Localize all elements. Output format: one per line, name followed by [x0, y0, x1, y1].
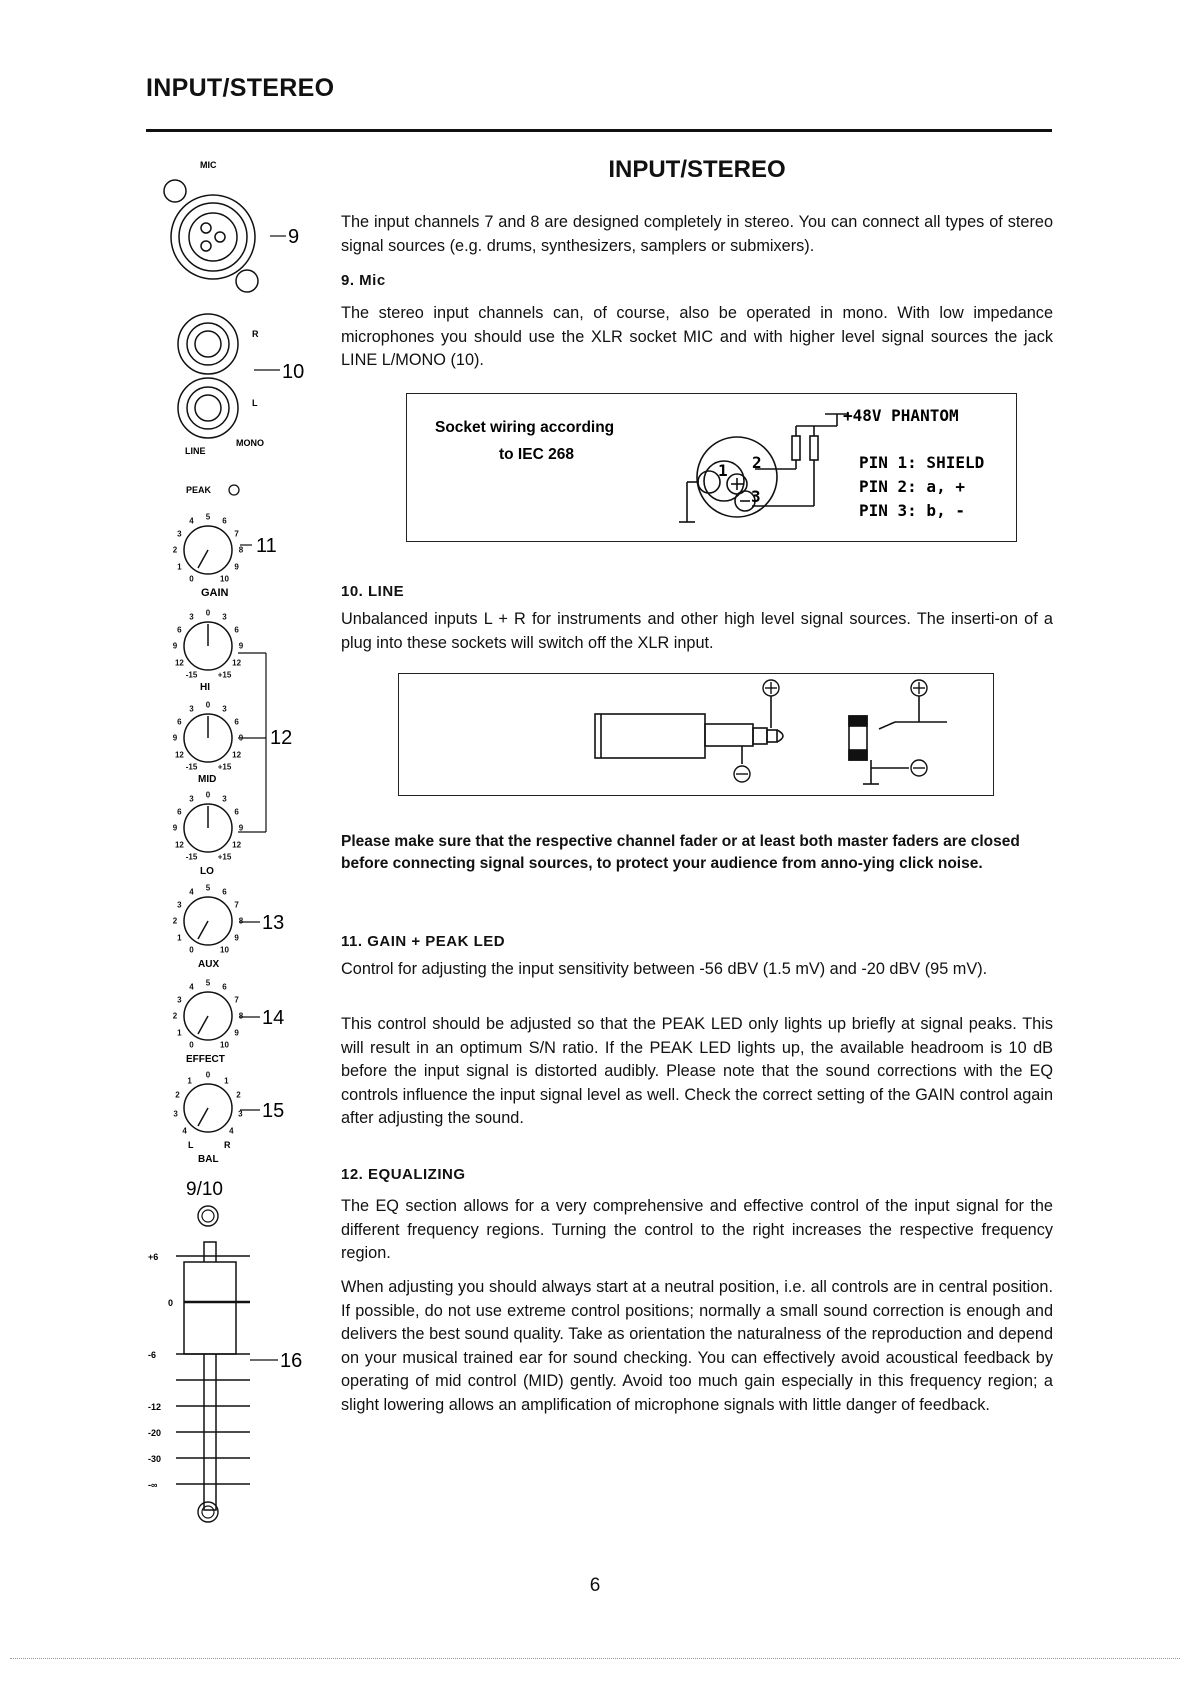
aux-scale-label: 3 [177, 900, 182, 909]
mic-paragraph [341, 302, 1053, 373]
bal-label: BAL [198, 1154, 219, 1165]
mid-scale-label: 12 [232, 750, 242, 759]
gain-label: GAIN [201, 587, 229, 599]
eq-text-1: The EQ section allows for a very comprehensive and effective control of the input signal for the different frequency regions. Turning the control to the right increases the respective frequency region. [341, 1197, 1053, 1262]
callout-12: 12 [270, 727, 293, 749]
lo-scale-label: 6 [177, 807, 182, 816]
gain-paragraph-1 [341, 958, 1053, 982]
bal-scale-label: 1 [224, 1076, 229, 1086]
fader-scale-label: -20 [148, 1428, 162, 1438]
warning-paragraph: Please make sure that the respective channel fader or at least both master faders are closed before connecting signal sources, to protect your audience from anno-ying click noise. [341, 833, 1020, 872]
intro-paragraph [341, 211, 1053, 258]
fader-scale-label: +6 [148, 1252, 159, 1262]
effect-scale-label: 2 [172, 1011, 178, 1021]
jack-l-label: L [252, 398, 258, 408]
mid-label: MID [198, 774, 217, 785]
fader-scale-label: 0 [168, 1298, 174, 1308]
gain-scale-label: 6 [222, 516, 227, 526]
callout-11: 11 [256, 535, 277, 557]
bal-scale-label: 4 [229, 1126, 234, 1136]
lo-scale-label: +15 [217, 852, 232, 862]
gain-knob[interactable] [184, 526, 232, 574]
callout-10: 10 [282, 361, 305, 383]
mid-scale-label: 3 [189, 704, 194, 714]
bal-scale-label: 4 [182, 1126, 187, 1136]
section-title: INPUT/STEREO [608, 156, 786, 183]
hi-scale-label: 6 [177, 625, 182, 634]
mid-scale-label: 12 [174, 750, 184, 759]
gain-heading: 11. GAIN + PEAK LED [341, 933, 506, 950]
hi-scale-label: 9 [238, 641, 244, 651]
line-paragraph [341, 608, 1053, 655]
header-rule [146, 129, 1052, 132]
effect-scale-label: 6 [222, 982, 227, 992]
pin1-label: PIN 1: SHIELD [859, 453, 985, 472]
bal-left-label: L [188, 1140, 194, 1150]
eq-heading: 12. EQUALIZING [341, 1166, 466, 1183]
callout-16: 16 [280, 1350, 303, 1372]
gain-scale-label: 2 [172, 545, 178, 555]
effect-scale-label: 0 [189, 1040, 194, 1050]
phantom-wiring [679, 414, 849, 522]
effect-scale-label: 10 [220, 1040, 229, 1050]
aux-scale-label: 1 [177, 933, 182, 942]
gain-text-2: This control should be adjusted so that the PEAK LED only lights up briefly at signal peaks. This will result in an optimum S/N ratio. If the PEAK LED lights up, the available headroom is 10 dB before the input signal is distorted audibly. Please note that the sound corrections with the EQ controls influence the input signal level as well. Check the correct setting of the GAIN control again after adjusting the sound. [341, 1015, 1053, 1127]
gain-scale-label: 10 [220, 574, 229, 584]
mic-label: MIC [200, 160, 217, 170]
bal-scale-label: 3 [173, 1109, 178, 1119]
gain-paragraph-2 [341, 1013, 1053, 1131]
fader-scale-label: -∞ [148, 1480, 158, 1490]
hi-scale-label: 12 [232, 658, 242, 667]
eq-paragraph-1 [341, 1195, 1053, 1266]
lo-scale-label: 12 [232, 840, 242, 849]
gain-text-1: Control for adjusting the input sensitivity between -56 dBV (1.5 mV) and -20 dBV (95 mV). [341, 960, 988, 978]
plus-terminal-icon [763, 680, 779, 696]
minus-terminal-icon [734, 766, 750, 782]
mic-heading: 9. Mic [341, 272, 386, 289]
effect-label: EFFECT [186, 1054, 225, 1065]
line-text: Unbalanced inputs L + R for instruments and other high level signal sources. The inserti-on of a plug into these sockets will switch off the XLR input. [341, 610, 1053, 652]
jack-diagram-svg [399, 674, 993, 795]
hi-scale-label: 9 [172, 641, 178, 651]
page-number: 6 [589, 1575, 601, 1596]
lo-scale-label: 9 [238, 823, 244, 833]
lo-label: LO [200, 866, 214, 877]
hi-scale-label: -15 [185, 670, 198, 680]
line-heading: 10. LINE [341, 583, 405, 600]
eq-paragraph-2 [341, 1276, 1053, 1417]
bal-scale-label: 1 [187, 1076, 192, 1086]
lo-scale-label: 12 [174, 840, 184, 849]
aux-scale-label: 6 [222, 887, 227, 897]
mid-scale-label: 0 [205, 700, 211, 710]
gain-scale-label: 9 [234, 562, 239, 571]
screw-icon [198, 1502, 218, 1522]
xlr-caption-line2: to IEC 268 [499, 446, 574, 463]
mid-scale-label: +15 [217, 762, 232, 772]
xlr-pin-number: 1 [718, 461, 728, 480]
aux-knob[interactable] [184, 897, 232, 945]
aux-scale-label: 5 [205, 883, 211, 893]
peak-label: PEAK [186, 485, 212, 495]
xlr-socket-icon [697, 437, 777, 517]
aux-label: AUX [198, 959, 220, 970]
lo-scale-label: 9 [172, 823, 178, 833]
aux-scale-label: 2 [172, 916, 178, 926]
lo-eq-knob[interactable] [184, 804, 232, 852]
lo-scale-label: 3 [222, 794, 227, 804]
callout-13: 13 [262, 912, 285, 934]
xlr-diagram-svg [407, 394, 1016, 541]
gain-scale-label: 4 [189, 516, 194, 526]
hi-scale-label: 6 [234, 625, 239, 634]
aux-scale-label: 8 [238, 916, 244, 926]
xlr-pin-number: 3 [751, 487, 761, 506]
bottom-border [10, 1658, 1180, 1659]
bal-scale-label: 3 [238, 1109, 243, 1119]
jack-plug-icon [595, 696, 783, 764]
effect-scale-label: 7 [234, 995, 239, 1004]
mute-label: 9/10 [186, 1179, 223, 1200]
mic-text: The stereo input channels can, of course, also be operated in mono. With low impedance microphones you should use the XLR socket MIC and with higher level signal sources the jack LINE L/MONO (10). [341, 304, 1053, 369]
effect-scale-label: 3 [177, 995, 182, 1004]
effect-scale-label: 8 [238, 1011, 244, 1021]
lo-scale-label: 0 [205, 790, 211, 800]
eq-bracket [238, 653, 266, 832]
channel-strip-illustration [140, 150, 340, 1550]
jack-plug-diagram [398, 673, 994, 796]
phantom-label: +48V PHANTOM [843, 406, 959, 425]
bal-scale-label: 2 [236, 1090, 241, 1100]
hi-eq-knob[interactable] [184, 622, 232, 670]
balance-knob[interactable] [184, 1084, 232, 1132]
gain-scale-label: 1 [177, 562, 182, 571]
callout-15: 15 [262, 1100, 285, 1122]
peak-led-icon [229, 485, 239, 495]
screw-icon [198, 1206, 218, 1226]
header-title: INPUT/STEREO [146, 74, 335, 102]
aux-scale-label: 4 [189, 887, 194, 897]
xlr-wiring-diagram [406, 393, 1017, 542]
lo-scale-label: 6 [234, 807, 239, 816]
gain-scale-label: 8 [238, 545, 244, 555]
effect-scale-label: 1 [177, 1028, 182, 1037]
socket-minus-icon [911, 760, 927, 776]
callout-14: 14 [262, 1007, 285, 1029]
mid-scale-label: -15 [185, 762, 198, 772]
lo-scale-label: 3 [189, 794, 194, 804]
fader-scale-label: -6 [148, 1350, 157, 1360]
callout-9: 9 [288, 226, 300, 248]
bal-scale-label: 2 [175, 1090, 180, 1100]
aux-scale-label: 10 [220, 945, 229, 955]
effect-scale-label: 9 [234, 1028, 239, 1037]
jack-r-icon [178, 314, 238, 374]
bal-right-label: R [224, 1140, 231, 1150]
aux-scale-label: 0 [189, 945, 194, 955]
intro-text: The input channels 7 and 8 are designed completely in stereo. You can connect all types of stereo signal sources (e.g. drums, synthesizers, samplers or submixers). [341, 213, 1053, 255]
jack-l-icon [178, 378, 238, 438]
pin3-label: PIN 3: b, - [859, 501, 965, 520]
effect-scale-label: 5 [205, 978, 211, 988]
xlr-input-icon [164, 180, 258, 292]
channel-fader[interactable] [176, 1242, 250, 1510]
gain-scale-label: 0 [189, 574, 194, 584]
effect-scale-label: 4 [189, 982, 194, 992]
eq-text-2: When adjusting you should always start at a neutral position, i.e. all controls are in central position. If possible, do not use extreme control positions; normally a small sound correction is enough and delivers the best sound quality. Take as orientation the naturalness of the reproduction and depend on your musical trained ear for sound checking. You can effectively avoid acoustical feedback by operating of mid control (MID) gently. Avoid too much gain especially in this frequency region; a slight lowering allows an amplification of microphone signals with little danger of feedback. [341, 1278, 1053, 1414]
hi-scale-label: 3 [189, 612, 194, 622]
hi-scale-label: 3 [222, 612, 227, 622]
gain-scale-label: 3 [177, 529, 182, 538]
mid-scale-label: 6 [234, 717, 239, 726]
hi-scale-label: 0 [205, 608, 211, 618]
jack-r-label: R [252, 329, 259, 339]
aux-scale-label: 7 [234, 900, 239, 909]
hi-scale-label: 12 [174, 658, 184, 667]
xlr-pin-number: 2 [752, 453, 762, 472]
jack-socket-icon [849, 696, 947, 784]
hi-label: HI [200, 682, 210, 693]
xlr-caption-line1: Socket wiring according [435, 419, 615, 436]
mid-eq-knob[interactable] [184, 714, 232, 762]
bal-scale-label: 0 [205, 1070, 211, 1080]
mid-scale-label: 3 [222, 704, 227, 714]
aux-scale-label: 9 [234, 933, 239, 942]
lo-scale-label: -15 [185, 852, 198, 862]
line-label: LINE [185, 446, 206, 456]
hi-scale-label: +15 [217, 670, 232, 680]
socket-plus-icon [911, 680, 927, 696]
effect-knob[interactable] [184, 992, 232, 1040]
gain-scale-label: 5 [205, 512, 211, 522]
gain-scale-label: 7 [234, 529, 239, 538]
fader-scale-label: -30 [148, 1454, 162, 1464]
pin2-label: PIN 2: a, + [859, 477, 965, 496]
mid-scale-label: 9 [238, 733, 244, 743]
fader-scale-label: -12 [148, 1402, 162, 1412]
mid-scale-label: 6 [177, 717, 182, 726]
mono-label: MONO [236, 438, 264, 448]
mid-scale-label: 9 [172, 733, 178, 743]
